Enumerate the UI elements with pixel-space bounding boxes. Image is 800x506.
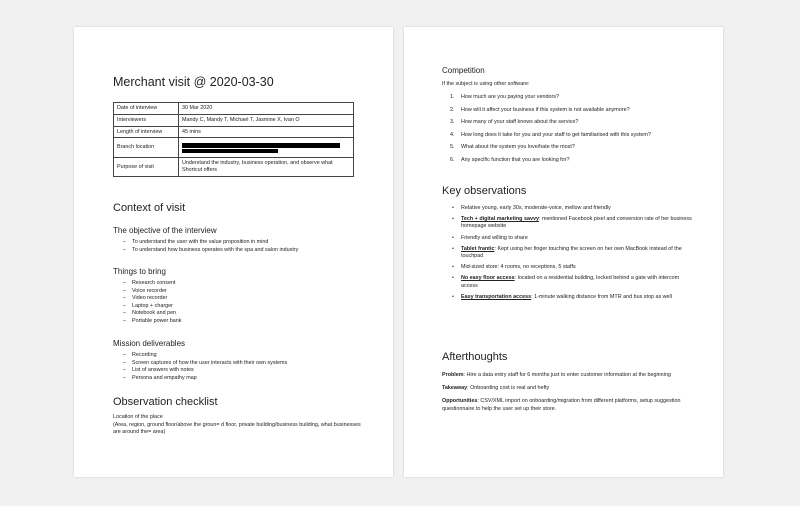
- table-row: [114, 103, 354, 115]
- redacted-value: [179, 138, 354, 158]
- observation-text: Friendly and willing to share: [461, 234, 528, 241]
- question-text: How long does it take for you and your staff to get familiarised with this system?: [461, 131, 651, 138]
- list-item: – Persona and empathy map: [113, 375, 373, 383]
- observation-text: Relative young, early 30s, moderate-voice, mellow and friendly: [461, 205, 611, 211]
- list-item: [442, 246, 692, 260]
- question-text: Any specific function that you are looking for?: [461, 156, 570, 163]
- list-item: [442, 264, 692, 271]
- document-page-1: [74, 27, 393, 477]
- list-item: [442, 294, 692, 301]
- list-item: [442, 275, 692, 289]
- afterthought-text: : Onboarding cost is real and hefty: [467, 385, 550, 392]
- list-item: [442, 119, 712, 132]
- objectives-list: [113, 239, 373, 254]
- document-title: Merchant visit @ 2020-03-30: [113, 75, 274, 89]
- checklist-line-1: Location of the place: [113, 414, 163, 420]
- afterthought-label: Opportunities: [442, 398, 478, 405]
- table-row: [114, 138, 354, 158]
- table-key: Interviewers: [114, 114, 179, 126]
- question-number: 4.: [450, 131, 455, 138]
- question-number: 3.: [450, 119, 455, 125]
- question-text: How will it affect your business if this system is not available anymore?: [461, 106, 630, 113]
- objective-heading: The objective of the interview: [113, 226, 217, 235]
- questions-list: [442, 94, 712, 169]
- question-text: How much are you paying your vendors?: [461, 94, 559, 100]
- list-item: – List of answers with notes: [113, 367, 373, 375]
- list-item: – Research consent: [113, 280, 373, 288]
- list-item: – Screen captures of how the user interacts with their own systems: [113, 360, 373, 368]
- afterthought-text: : Hire a data entry staff for 6 months just to enter customer information at the beginning: [463, 372, 671, 378]
- list-item: – Notebook and pen: [113, 310, 373, 318]
- question-number: 1.: [450, 94, 455, 100]
- observation-keyword: No easy floor access: [461, 275, 515, 282]
- list-item: [442, 94, 712, 107]
- list-item: [442, 157, 712, 170]
- observation-text: Mid-sized store: 4 rooms, no receptions, 5 staffs: [461, 264, 576, 271]
- list-item: [442, 132, 712, 145]
- list-item: – To understand how business operates with the spa and salon industry: [113, 247, 373, 255]
- table-row: [114, 126, 354, 138]
- interview-info-table: [113, 102, 354, 177]
- table-row: [114, 114, 354, 126]
- deliverables-heading: Mission deliverables: [113, 339, 186, 348]
- observation-keyword: Tech + digital marketing savvy: [461, 216, 539, 223]
- observation-text: : 1-minute walking distance from MTR and bus stop as well: [531, 293, 672, 300]
- observation-keyword: Tablet frantic: [461, 245, 495, 252]
- observation-text: : Kept using her finger touching the screen on her own MacBook instead of the touchpad: [461, 245, 682, 260]
- afterthought-takeaway: [442, 385, 692, 392]
- question-number: 2.: [450, 106, 455, 113]
- list-item: – Voice recorder: [113, 288, 373, 296]
- list-item: [442, 107, 712, 120]
- list-item: – Portable power bank: [113, 318, 373, 326]
- table-key: Length of interview: [114, 126, 179, 138]
- table-key: Date of interview: [114, 103, 179, 115]
- observation-text: : located on a residential building, locked behind a gate with intercom access: [461, 275, 680, 289]
- question-text: How many of your staff knows about the service?: [461, 119, 579, 125]
- redaction-bar: [182, 149, 278, 153]
- deliverables-list: [113, 352, 373, 382]
- question-number: 6.: [450, 156, 455, 163]
- list-item: [442, 144, 712, 157]
- list-item: [442, 235, 692, 242]
- competition-intro: If the subject is using other software:: [442, 81, 530, 87]
- afterthoughts-section: [442, 372, 692, 419]
- redaction-bar: [182, 143, 340, 148]
- observation-keyword: Easy transportation access: [461, 293, 532, 300]
- list-item: – To understand the user with the value proposition in mind: [113, 239, 373, 247]
- list-item: [442, 216, 692, 230]
- table-value: Understand the industry, business operation, and observe what Shortcut offers: [179, 158, 354, 177]
- table-key: Branch location: [114, 138, 179, 158]
- list-item: [442, 205, 692, 212]
- question-number: 5.: [450, 144, 455, 150]
- observation-text: : mentioned Facebook pixel and conversion rate of her business homepage website: [461, 216, 692, 230]
- context-heading: Context of visit: [113, 202, 186, 214]
- list-item: – Recording: [113, 352, 373, 360]
- checklist-heading: Observation checklist: [113, 396, 218, 408]
- afterthought-label: Takeaway: [442, 385, 468, 392]
- list-item: – Video recorder: [113, 295, 373, 303]
- checklist-line-2: (Area, region, ground floor/above the groun= d floor, private building/business building, what businesses are around the= area): [113, 422, 361, 436]
- table-value: Mandy C, Mandy T, Michael T, Jasmine X, Ivan O: [179, 114, 354, 126]
- afterthoughts-heading: Afterthoughts: [442, 351, 508, 363]
- afterthought-label: Problem: [442, 372, 464, 378]
- table-value: 30 Mar 2020: [179, 103, 354, 115]
- table-key: Purpose of visit: [114, 158, 179, 177]
- observations-heading: Key observations: [442, 185, 527, 197]
- things-heading: Things to bring: [113, 267, 166, 276]
- list-item: – Laptop + charger: [113, 303, 373, 311]
- document-page-2: [404, 27, 723, 477]
- afterthought-problem: [442, 372, 692, 379]
- question-text: What about the system you love/hate the most?: [461, 144, 575, 150]
- table-value: 45 mins: [179, 126, 354, 138]
- competition-heading: Competition: [442, 66, 485, 75]
- observations-list: [442, 205, 692, 305]
- things-list: [113, 280, 373, 326]
- table-row: [114, 158, 354, 177]
- afterthought-opportunities: [442, 398, 692, 412]
- afterthought-text: : CSV/XML import on onboarding/migration from different platforms, setup suggestion questionnaire to help the user set up their store.: [442, 398, 681, 412]
